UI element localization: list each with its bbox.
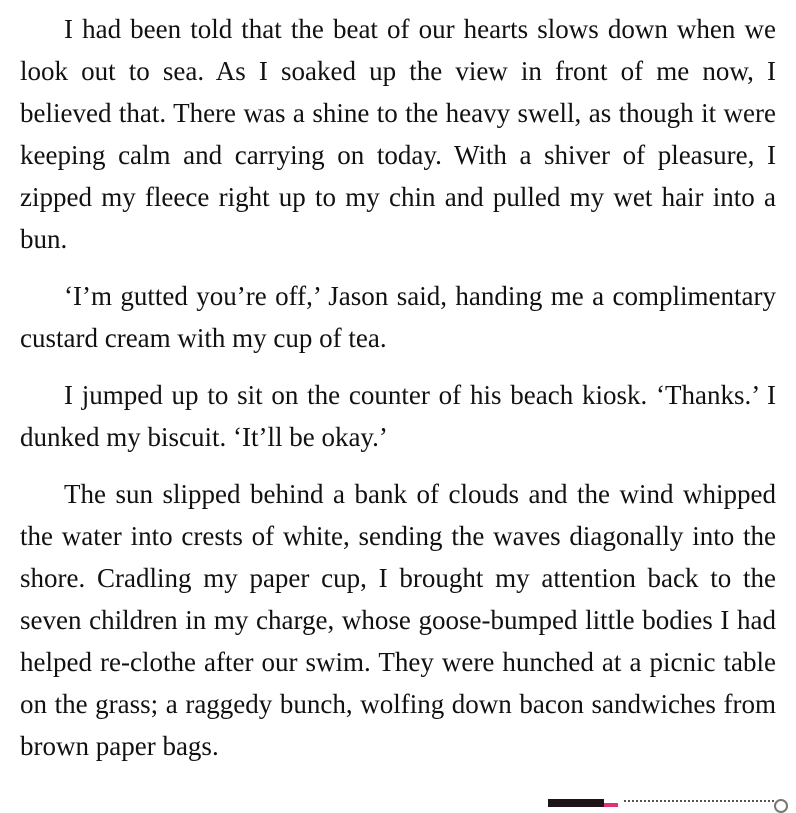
circle-icon [774,799,788,813]
paragraph-2: ‘I’m gutted you’re off,’ Jason said, handing me a complimentary custard cream with my cup of tea. [20,281,776,353]
paragraph-4: The sun slipped behind a bank of clouds and the wind whipped the water into crests of white, sending the waves diagonally into the shore. Cradling my paper cup, I brought my attention back to the seven children in my charge, whose goose-bumped little bodies I had helped re-clothe after our swim. They were hunched at a picnic table on the grass; a raggedy bunch, wolfing down bacon sandwiches from brown paper bags. [20,479,776,761]
accent-block [604,803,618,807]
paragraph-3: I jumped up to sit on the counter of his beach kiosk. ‘Thanks.’ I dunked my biscuit. ‘It’ll be okay.’ [20,380,776,452]
dark-block [548,799,604,807]
cropped-overlay-strip [548,799,796,807]
cropped-glyphs [624,800,774,809]
paragraph-1: I had been told that the beat of our hearts slows down when we look out to sea. As I soaked up the view in front of me now, I believed that. There was a shine to the heavy swell, as though it were keeping calm and carrying on today. With a shiver of pleasure, I zipped my fleece right up to my chin and pulled my wet hair into a bun. [20,14,776,254]
book-page [20,8,776,782]
